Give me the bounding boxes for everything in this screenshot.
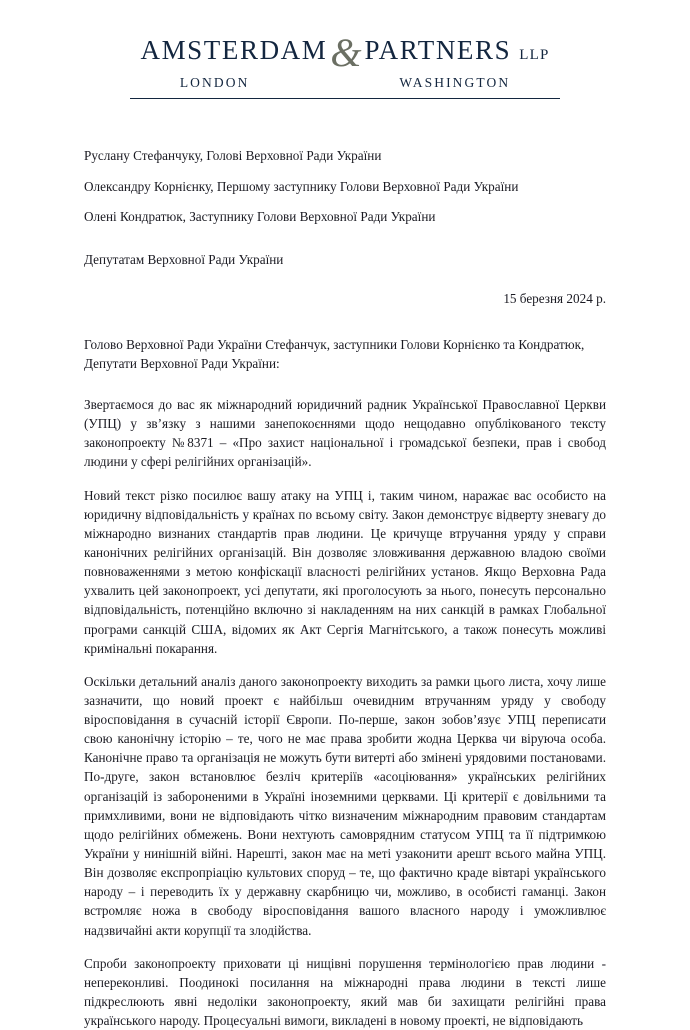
addressee-block — [84, 147, 606, 227]
office-locations — [0, 75, 690, 91]
office-london: LONDON — [179, 75, 250, 90]
firm-suffix: LLP — [519, 46, 550, 63]
letterhead-divider — [130, 98, 560, 99]
letter-body — [0, 147, 690, 1030]
office-washington: WASHINGTON — [399, 75, 511, 90]
addressee-2: Олександру Корнієнку, Першому заступнику Голови Верховної Ради України — [84, 178, 519, 194]
letter-date: 15 березня 2024 р. — [503, 290, 606, 306]
salutation-line-1: Голово Верховної Ради України Стефанчук, заступники Голови Корнієнко та Кондратюк, — [84, 336, 585, 352]
letterhead — [0, 0, 690, 105]
ampersand-glyph: & — [330, 30, 362, 75]
firm-name-left: AMSTERDAM — [140, 34, 328, 65]
paragraph-4: Спроби законопроекту приховати ці нищівні порушення термінологією прав людини - непереконливі. Поодинокі посилання на міжнародні права людини в тексті лише підкреслюють явні недоліки законопроекту, який мав би захищати релігійні права українського народу. Процесуальні вимоги, викладені в новому проекті, не відповідають — [84, 955, 606, 1029]
addressee-3: Олені Кондратюк, Заступнику Голови Верховної Ради України — [84, 209, 436, 225]
firm-name — [0, 30, 690, 75]
paragraph-1: Звертаємося до вас як міжнародний юридичний радник Української Православної Церкви (УПЦ) у зв’язку з нашими занепокоєннями щодо нещодавно опублікованого тексту законопроекту №8371 – «Про захист національної і громадської безпеки, прав і свобод людини у сфері релігійних організацій». — [84, 396, 606, 470]
paragraph-2: Новий текст різко посилює вашу атаку на УПЦ і, таким чином, наражає вас особисто на юридичну відповідальність у країнах по всьому світу. Закон демонструє відверту зневагу до міжнародно визнаних стандартів прав людини. Це кричуще втручання уряду у справи канонічних релігійних організацій. Він дозволяє зловживання державною владою своїми повноваженнями з метою конфіскації власності релігійних установ. Якщо Верховна Рада ухвалить цей законопроект, усі депутати, які проголосують за нього, понесуть персонально відповідальність, потенційно включно зі накладенням на них санкцій в рамках Глобальної програми санкцій США, відомих як Акт Сергія Магнітського, а також понесуть можливі кримінальні покарання. — [84, 487, 606, 656]
addressee-1: Руслану Стефанчуку, Голові Верховної Ради України — [84, 148, 382, 163]
deputies-line: Депутатам Верховної Ради України — [84, 252, 284, 268]
paragraph-3: Оскільки детальний аналіз даного законопроекту виходить за рамки цього листа, хочу лише зазначити, що новий проект є найбільш очевидним втручанням уряду у свободу віросповідання в сучасній історії Європи. По-перше, закон зобов’язує УПЦ переписати свою канонічну історію – те, чого не має права зробити жодна Церква чи віруюча особа. Канонічне право та організація не можуть бути витерті або змінені урядовими постановами. По-друге, закон встановлює безліч критеріїв «асоціювання» українських релігійних організацій із забороненими в Україні іноземними церквами. Ці критерії є довільними та примхливими, вони не відповідають чітко визначеним міжнародним правовим стандартам щодо релігійних обмежень. Вони нехтують самоврядним статусом УПЦ та її підтримкою України у нинішній війні. Нарешті, закон має на меті узаконити арешт всього майна УПЦ. Він дозволяє експропріацію культових споруд – те, що фактично краде вівтарі українського народу – і переводить їх у державну скарбницю чи, можливо, в особисті гаманці. Закон встромляє ножа в свободу віросповідання вашого власного народу і уможливлює надзвичайні акти корупції та злодійства. — [84, 673, 606, 938]
firm-name-right: PARTNERS — [364, 34, 512, 65]
salutation — [84, 335, 606, 373]
salutation-line-2: Депутати Верховної Ради України: — [84, 355, 280, 371]
